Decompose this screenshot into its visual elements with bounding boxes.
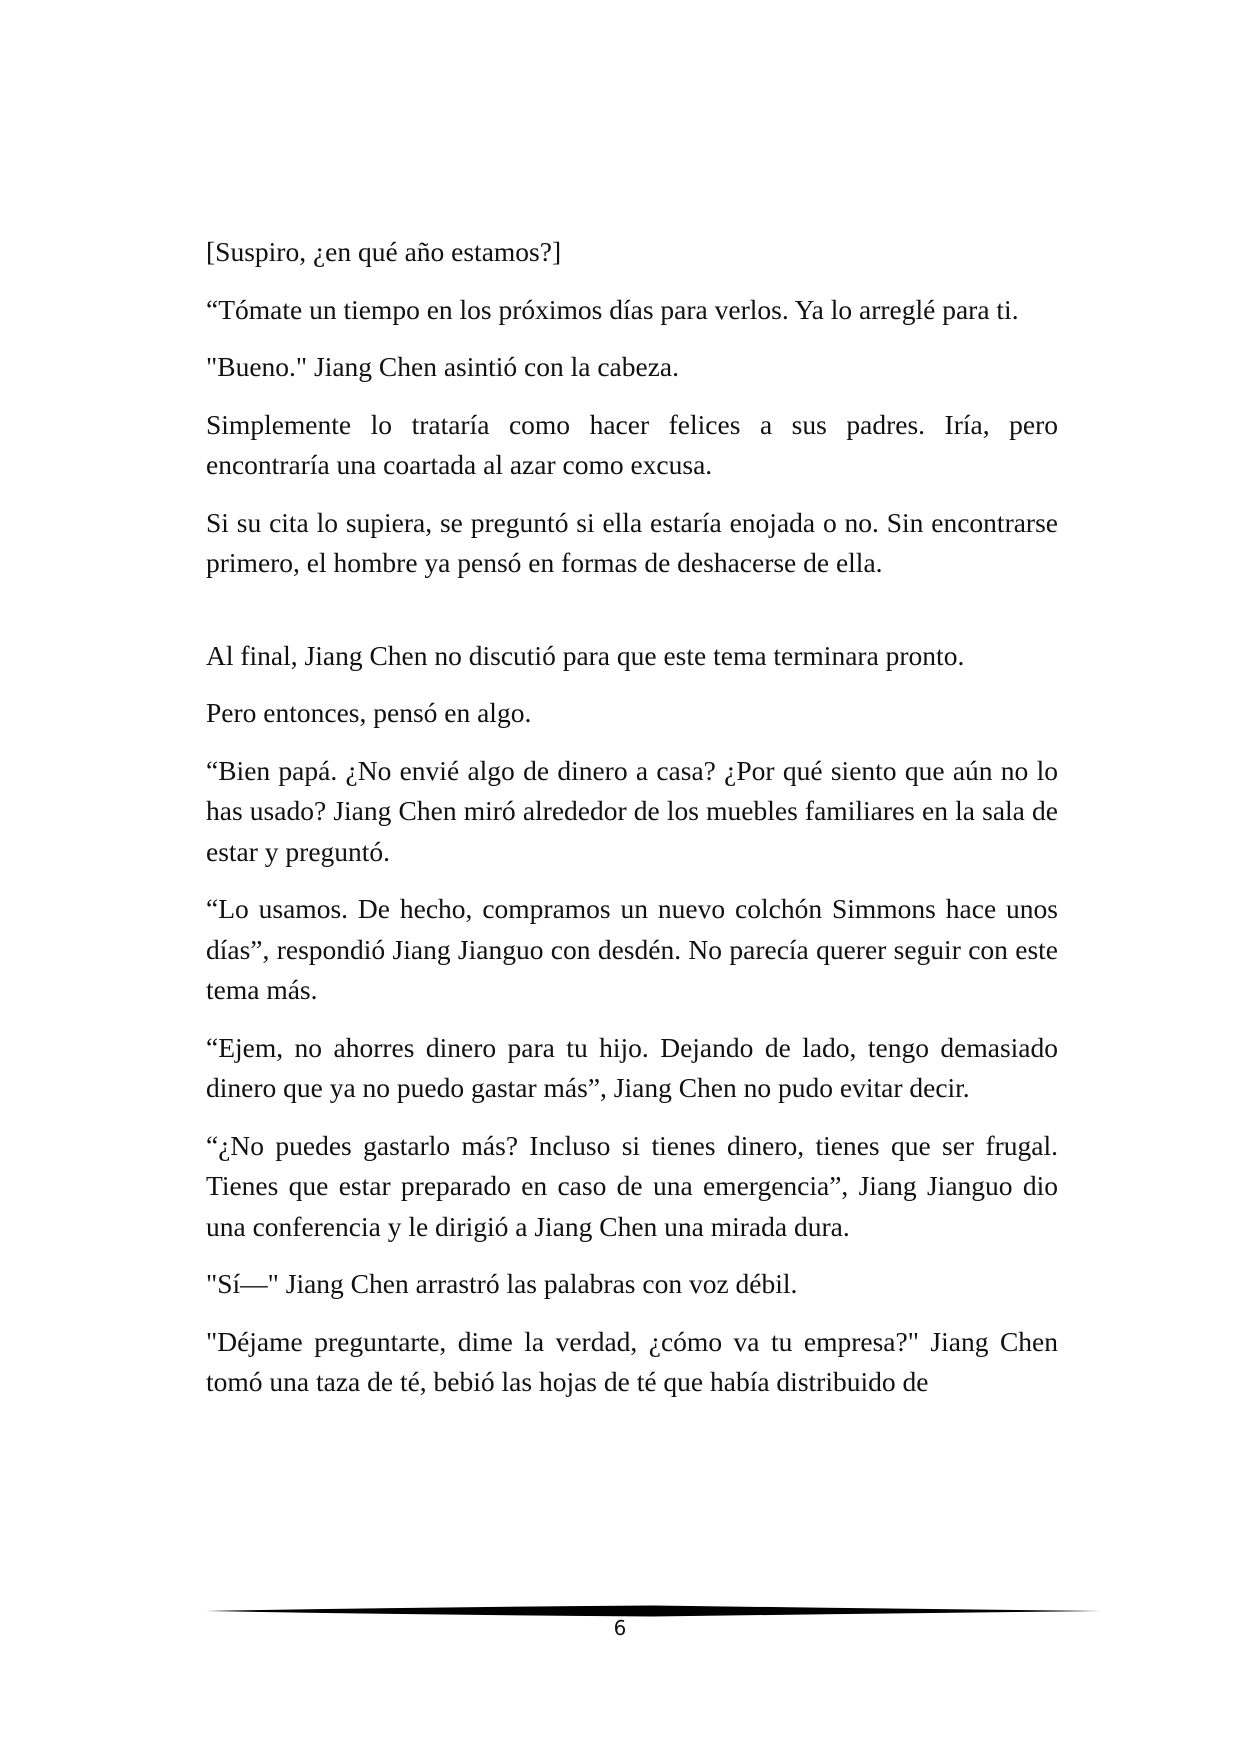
footer-rule-shape: [206, 1606, 1101, 1617]
paragraph: [Suspiro, ¿en qué año estamos?]: [206, 236, 562, 267]
paragraph: Si su cita lo supiera, se preguntó si ella estaría enojada o no. Sin encontrarse primero, el hombre ya pensó en formas de deshacerse de ella.: [206, 506, 1058, 578]
body-text: [206, 232, 1058, 1420]
paragraph: "Bueno." Jiang Chen asintió con la cabeza.: [206, 351, 680, 382]
paragraph: Simplemente lo trataría como hacer felices a sus padres. Iría, pero encontraría una coartada al azar como excusa.: [206, 408, 1058, 480]
paragraph: Pero entonces, pensó en algo.: [206, 697, 532, 728]
paragraph: “Bien papá. ¿No envié algo de dinero a casa? ¿Por qué siento que aún no lo has usado? Jiang Chen miró alrededor de los muebles familiares en la sala de estar y preguntó.: [206, 754, 1058, 867]
page-number: 6: [613, 1616, 627, 1640]
paragraph: “Lo usamos. De hecho, compramos un nuevo colchón Simmons hace unos días”, respondió Jiang Jianguo con desdén. No parecía querer seguir con este tema más.: [206, 893, 1058, 1005]
paragraph: “¿No puedes gastarlo más? Incluso si tienes dinero, tienes que ser frugal. Tienes que estar preparado en caso de una emergencia”, Jiang Jianguo dio una conferencia y le dirigió a Jiang Chen una mirada dura.: [206, 1129, 1058, 1242]
paragraph: “Ejem, no ahorres dinero para tu hijo. Dejando de lado, tengo demasiado dinero que ya no puedo gastar más”, Jiang Chen no pudo evitar decir.: [206, 1031, 1058, 1103]
footer-rule: [206, 1604, 1101, 1618]
paragraph: “Tómate un tiempo en los próximos días para verlos. Ya lo arreglé para ti.: [206, 293, 1019, 325]
paragraph: "Sí—" Jiang Chen arrastró las palabras con voz débil.: [206, 1268, 798, 1299]
paragraph: Al final, Jiang Chen no discutió para que este tema terminara pronto.: [206, 639, 965, 671]
paragraph: "Déjame preguntarte, dime la verdad, ¿cómo va tu empresa?" Jiang Chen tomó una taza de té, bebió las hojas de té que había distribuido de: [206, 1325, 1058, 1397]
